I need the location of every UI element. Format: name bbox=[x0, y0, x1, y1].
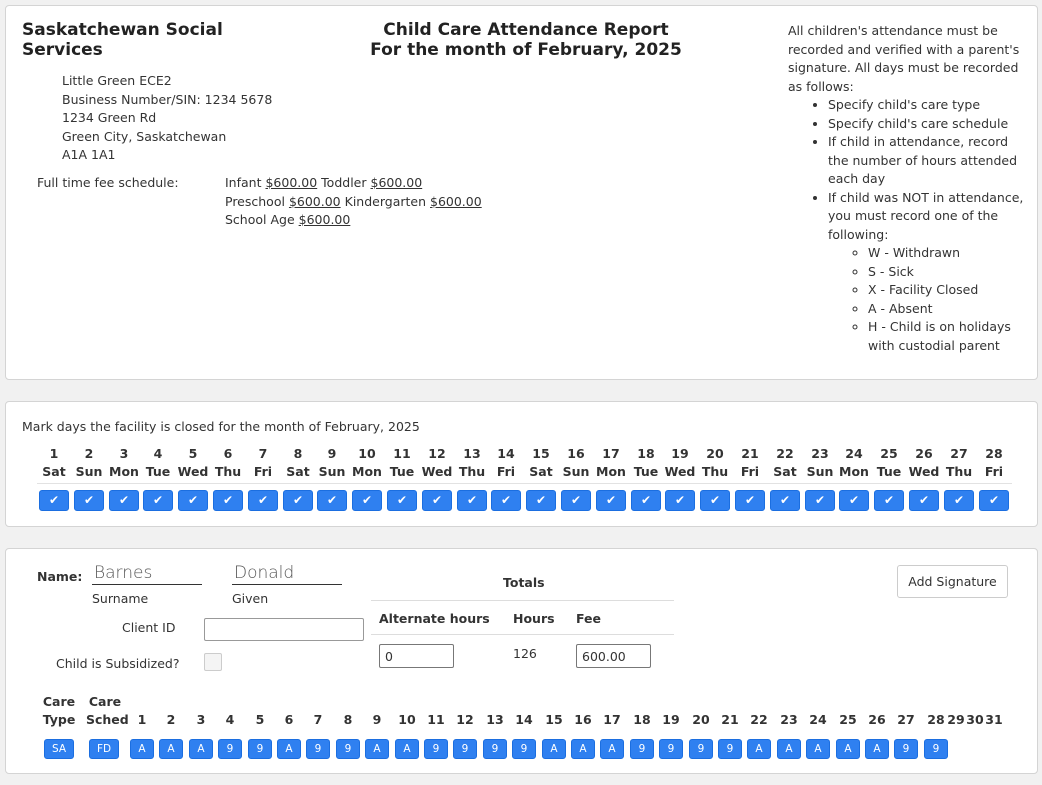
attendance-day-button[interactable]: 9 bbox=[659, 739, 683, 759]
day-number: 18 bbox=[637, 446, 655, 461]
closed-day-toggle-button[interactable] bbox=[213, 490, 243, 511]
closed-day-header bbox=[872, 445, 906, 481]
day-name: Wed bbox=[664, 464, 696, 479]
checkmark-icon: ✔ bbox=[396, 493, 408, 507]
attendance-day-number: 17 bbox=[603, 712, 621, 727]
closed-day-toggle-button[interactable] bbox=[596, 490, 626, 511]
given-name-caption: Given bbox=[232, 591, 269, 606]
attendance-day-button[interactable]: 9 bbox=[218, 739, 242, 759]
day-number: 4 bbox=[153, 446, 163, 461]
closed-day-toggle-button[interactable] bbox=[109, 490, 139, 511]
closed-days-title: Mark days the facility is closed for the month of February, 2025 bbox=[22, 419, 420, 434]
care-schedule-button[interactable]: FD bbox=[89, 739, 119, 759]
attendance-day-button[interactable]: 9 bbox=[248, 739, 272, 759]
closed-day-toggle-button[interactable] bbox=[944, 490, 974, 511]
subsidized-checkbox[interactable] bbox=[204, 653, 222, 671]
attendance-day-button[interactable]: 9 bbox=[453, 739, 477, 759]
street-address: 1234 Green Rd bbox=[62, 110, 157, 125]
instruction-item: • Specify child's care type bbox=[828, 96, 1028, 115]
day-name: Mon bbox=[596, 464, 626, 479]
day-name: Tue bbox=[389, 464, 415, 479]
closed-day-toggle-button[interactable] bbox=[631, 490, 661, 511]
attendance-day-number: 29 bbox=[947, 712, 965, 727]
closed-day-toggle-button[interactable] bbox=[491, 490, 521, 511]
absence-code: ◦ H - Child is on holidays with custodial parent bbox=[868, 318, 1028, 355]
day-number: 27 bbox=[950, 446, 968, 461]
closed-day-toggle-button[interactable] bbox=[909, 490, 939, 511]
checkmark-icon: ✔ bbox=[779, 493, 791, 507]
day-number: 3 bbox=[119, 446, 129, 461]
day-name: Thu bbox=[701, 464, 729, 479]
closed-day-header bbox=[977, 445, 1011, 481]
absence-code: ◦ A - Absent bbox=[868, 300, 1028, 319]
attendance-day-number: 7 bbox=[313, 712, 323, 727]
attendance-day-button[interactable]: A bbox=[189, 739, 213, 759]
attendance-day-button[interactable]: 9 bbox=[306, 739, 330, 759]
attendance-day-button[interactable]: 9 bbox=[336, 739, 360, 759]
name-label: Name: bbox=[37, 569, 83, 584]
checkmark-icon: ✔ bbox=[709, 493, 721, 507]
day-name: Wed bbox=[177, 464, 209, 479]
attendance-instructions bbox=[788, 22, 1028, 355]
infant-fee: $600.00 bbox=[265, 175, 318, 190]
day-name: Sun bbox=[562, 464, 590, 479]
client-id-label: Client ID bbox=[122, 620, 176, 635]
day-name: Sun bbox=[318, 464, 346, 479]
day-number: 22 bbox=[776, 446, 794, 461]
kindergarten-fee: $600.00 bbox=[430, 193, 482, 209]
day-number: 13 bbox=[463, 446, 481, 461]
attendance-day-number: 23 bbox=[780, 712, 798, 727]
checkmark-icon: ✔ bbox=[570, 493, 582, 507]
attendance-day-number: 11 bbox=[427, 712, 445, 727]
checkmark-icon: ✔ bbox=[744, 493, 756, 507]
business-number: Business Number/SIN: 1234 5678 bbox=[62, 91, 273, 107]
checkmark-icon: ✔ bbox=[257, 493, 269, 507]
closed-day-toggle-button[interactable] bbox=[735, 490, 765, 511]
day-number: 9 bbox=[327, 446, 337, 461]
instruction-item: • If child in attendance, record the number of hours attended each day bbox=[828, 133, 1028, 189]
day-name: Thu bbox=[945, 464, 973, 479]
attendance-day-button[interactable]: A bbox=[159, 739, 183, 759]
day-name: Mon bbox=[839, 464, 869, 479]
facility-closed-panel bbox=[5, 401, 1038, 527]
day-number: 21 bbox=[741, 446, 759, 461]
absence-codes-list bbox=[828, 244, 1028, 355]
divider bbox=[371, 600, 674, 601]
closed-day-header bbox=[385, 445, 419, 481]
day-name: Sat bbox=[529, 464, 553, 479]
day-number: 10 bbox=[358, 446, 376, 461]
attendance-day-button[interactable]: A bbox=[365, 739, 389, 759]
day-name: Wed bbox=[908, 464, 940, 479]
checkmark-icon: ✔ bbox=[361, 493, 373, 507]
closed-day-header bbox=[768, 445, 802, 481]
surname-caption: Surname bbox=[92, 591, 149, 606]
attendance-day-button[interactable]: A bbox=[277, 739, 301, 759]
facility-address bbox=[62, 72, 272, 165]
attendance-day-button[interactable]: A bbox=[836, 739, 860, 759]
instruction-item: • If child was NOT in attendance, you must record one of the following: ◦ W - Withdrawn ◦ S - Sick ◦ X - Facility Closed ◦ A - Absent ◦ H - Child is on holidays with custodial parent bbox=[828, 189, 1028, 356]
attendance-day-button[interactable]: 9 bbox=[483, 739, 507, 759]
attendance-day-number: 24 bbox=[809, 712, 827, 727]
attendance-day-button[interactable]: A bbox=[542, 739, 566, 759]
attendance-day-number: 9 bbox=[372, 712, 382, 727]
closed-day-toggle-button[interactable] bbox=[839, 490, 869, 511]
absence-code: ◦ S - Sick bbox=[868, 263, 1028, 282]
closed-day-toggle-button[interactable] bbox=[74, 490, 104, 511]
checkmark-icon: ✔ bbox=[814, 493, 826, 507]
hours-header: Hours bbox=[513, 611, 555, 626]
closed-day-header bbox=[733, 445, 767, 481]
preschool-fee: $600.00 bbox=[288, 193, 341, 209]
surname-value: Barnes bbox=[92, 562, 202, 585]
child-record-panel bbox=[5, 548, 1038, 774]
closed-day-toggle-button[interactable] bbox=[39, 490, 69, 511]
report-header-panel bbox=[5, 5, 1038, 380]
organization-title: Saskatchewan Social Services bbox=[22, 20, 223, 60]
day-number: 28 bbox=[985, 446, 1003, 461]
checkmark-icon: ✔ bbox=[535, 493, 547, 507]
given-name-value: Donald bbox=[232, 562, 342, 585]
divider bbox=[371, 634, 674, 635]
attendance-day-number: 10 bbox=[398, 712, 416, 727]
attendance-day-number: 2 bbox=[166, 712, 176, 727]
attendance-day-button[interactable]: A bbox=[865, 739, 889, 759]
day-number: 16 bbox=[567, 446, 585, 461]
instructions-list bbox=[788, 96, 1028, 355]
attendance-day-button[interactable]: A bbox=[130, 739, 154, 759]
closed-day-toggle-button[interactable] bbox=[561, 490, 591, 511]
day-number: 1 bbox=[49, 446, 59, 461]
day-name: Thu bbox=[214, 464, 242, 479]
attendance-day-number: 3 bbox=[196, 712, 206, 727]
checkmark-icon: ✔ bbox=[187, 493, 199, 507]
day-number: 20 bbox=[706, 446, 724, 461]
closed-day-toggle-button[interactable] bbox=[805, 490, 835, 511]
attendance-day-number: 4 bbox=[225, 712, 235, 727]
day-number: 26 bbox=[915, 446, 933, 461]
attendance-day-number: 14 bbox=[515, 712, 533, 727]
subsidized-label: Child is Subsidized? bbox=[56, 656, 180, 671]
totals-title: Totals bbox=[503, 575, 545, 590]
day-name: Fri bbox=[496, 464, 516, 479]
closed-day-header bbox=[350, 445, 384, 481]
attendance-day-button[interactable]: 9 bbox=[894, 739, 918, 759]
day-name: Fri bbox=[740, 464, 760, 479]
checkmark-icon: ✔ bbox=[326, 493, 338, 507]
fee-input[interactable] bbox=[576, 644, 651, 668]
closed-day-toggle-button[interactable] bbox=[387, 490, 417, 511]
closed-day-header bbox=[803, 445, 837, 481]
add-signature-button[interactable]: Add Signature bbox=[897, 565, 1008, 598]
attendance-day-number: 12 bbox=[456, 712, 474, 727]
attendance-day-number: 22 bbox=[750, 712, 768, 727]
divider bbox=[37, 483, 1012, 484]
day-number: 23 bbox=[811, 446, 829, 461]
day-name: Sun bbox=[75, 464, 103, 479]
day-number: 6 bbox=[223, 446, 233, 461]
closed-day-header bbox=[37, 445, 71, 481]
alternate-hours-input[interactable] bbox=[379, 644, 454, 668]
closed-day-toggle-button[interactable] bbox=[874, 490, 904, 511]
absence-code: ◦ W - Withdrawn bbox=[868, 244, 1028, 263]
absence-code: ◦ X - Facility Closed bbox=[868, 281, 1028, 300]
attendance-day-number: 6 bbox=[284, 712, 294, 727]
closed-day-header bbox=[211, 445, 245, 481]
day-name: Tue bbox=[145, 464, 171, 479]
attendance-day-number: 18 bbox=[633, 712, 651, 727]
checkmark-icon: ✔ bbox=[118, 493, 130, 507]
attendance-day-button[interactable]: 9 bbox=[424, 739, 448, 759]
checkmark-icon: ✔ bbox=[431, 493, 443, 507]
total-hours-value: 126 bbox=[513, 646, 537, 661]
closed-day-header bbox=[420, 445, 454, 481]
toddler-fee: $600.00 bbox=[370, 175, 423, 190]
attendance-day-button[interactable]: A bbox=[600, 739, 624, 759]
fee-schedule-label: Full time fee schedule: bbox=[37, 175, 179, 190]
instruction-item: • Specify child's care schedule bbox=[828, 115, 1028, 134]
closed-day-header bbox=[246, 445, 280, 481]
school-age-fee: $600.00 bbox=[298, 212, 351, 227]
day-number: 24 bbox=[845, 446, 863, 461]
attendance-day-button[interactable]: 9 bbox=[512, 739, 536, 759]
day-name: Sat bbox=[42, 464, 66, 479]
checkmark-icon: ✔ bbox=[292, 493, 304, 507]
checkmark-icon: ✔ bbox=[640, 493, 652, 507]
day-number: 12 bbox=[428, 446, 446, 461]
alternate-hours-header: Alternate hours bbox=[379, 611, 490, 626]
client-id-input[interactable] bbox=[204, 618, 364, 641]
closed-day-header bbox=[489, 445, 523, 481]
closed-day-toggle-button[interactable] bbox=[700, 490, 730, 511]
checkmark-icon: ✔ bbox=[466, 493, 478, 507]
report-title: Child Care Attendance Report For the month of February, 2025 bbox=[370, 20, 682, 60]
day-number: 2 bbox=[84, 446, 94, 461]
care-type-header: Care Type bbox=[42, 694, 76, 727]
day-name: Fri bbox=[984, 464, 1004, 479]
checkmark-icon: ✔ bbox=[500, 493, 512, 507]
closed-day-header bbox=[281, 445, 315, 481]
checkmark-icon: ✔ bbox=[605, 493, 617, 507]
closed-day-toggle-button[interactable] bbox=[422, 490, 452, 511]
closed-day-toggle-button[interactable] bbox=[770, 490, 800, 511]
attendance-day-number: 20 bbox=[692, 712, 710, 727]
closed-day-toggle-button[interactable] bbox=[979, 490, 1009, 511]
closed-day-toggle-button[interactable] bbox=[665, 490, 695, 511]
city-province: Green City, Saskatchewan bbox=[62, 128, 227, 144]
checkmark-icon: ✔ bbox=[152, 493, 164, 507]
closed-day-toggle-button[interactable] bbox=[526, 490, 556, 511]
closed-day-header bbox=[698, 445, 732, 481]
attendance-day-number: 27 bbox=[897, 712, 915, 727]
attendance-day-button[interactable]: 9 bbox=[924, 739, 948, 759]
postal-code: A1A 1A1 bbox=[62, 147, 116, 162]
day-name: Tue bbox=[633, 464, 659, 479]
closed-day-header bbox=[455, 445, 489, 481]
attendance-day-number: 15 bbox=[545, 712, 563, 727]
closed-day-header bbox=[837, 445, 871, 481]
checkmark-icon: ✔ bbox=[674, 493, 686, 507]
closed-day-header bbox=[176, 445, 210, 481]
checkmark-icon: ✔ bbox=[953, 493, 965, 507]
closed-day-toggle-button[interactable] bbox=[178, 490, 208, 511]
day-name: Sat bbox=[773, 464, 797, 479]
fee-schedule: Infant $600.00 Toddler $600.00 Preschool $600.00 Kindergarten $600.00 School Age $600.00 bbox=[225, 175, 482, 227]
day-number: 7 bbox=[258, 446, 268, 461]
closed-day-header bbox=[594, 445, 628, 481]
attendance-day-button[interactable]: A bbox=[571, 739, 595, 759]
care-type-button[interactable]: SA bbox=[44, 739, 74, 759]
closed-day-toggle-button[interactable] bbox=[283, 490, 313, 511]
attendance-day-number: 25 bbox=[839, 712, 857, 727]
closed-day-toggle-button[interactable] bbox=[457, 490, 487, 511]
attendance-day-number: 1 bbox=[137, 712, 147, 727]
day-number: 25 bbox=[880, 446, 898, 461]
checkmark-icon: ✔ bbox=[848, 493, 860, 507]
attendance-day-button[interactable]: 9 bbox=[689, 739, 713, 759]
closed-day-toggle-button[interactable] bbox=[317, 490, 347, 511]
closed-day-toggle-button[interactable] bbox=[248, 490, 278, 511]
attendance-day-button[interactable]: A bbox=[806, 739, 830, 759]
closed-day-header bbox=[629, 445, 663, 481]
attendance-day-number: 31 bbox=[985, 712, 1003, 727]
attendance-day-number: 28 bbox=[927, 712, 945, 727]
attendance-day-button[interactable]: A bbox=[395, 739, 419, 759]
attendance-day-button[interactable]: A bbox=[777, 739, 801, 759]
attendance-day-number: 21 bbox=[721, 712, 739, 727]
day-name: Mon bbox=[352, 464, 382, 479]
attendance-day-number: 13 bbox=[486, 712, 504, 727]
checkmark-icon: ✔ bbox=[883, 493, 895, 507]
day-number: 15 bbox=[532, 446, 550, 461]
attendance-day-button[interactable]: A bbox=[747, 739, 771, 759]
attendance-day-number: 19 bbox=[662, 712, 680, 727]
instructions-intro: All children's attendance must be recorded and verified with a parent's signature. All days must be recorded as follows: bbox=[788, 23, 1020, 94]
checkmark-icon: ✔ bbox=[222, 493, 234, 507]
facility-name: Little Green ECE2 bbox=[62, 73, 172, 88]
day-number: 11 bbox=[393, 446, 411, 461]
day-name: Tue bbox=[876, 464, 902, 479]
attendance-day-number: 30 bbox=[966, 712, 984, 727]
checkmark-icon: ✔ bbox=[83, 493, 95, 507]
attendance-day-button[interactable]: 9 bbox=[630, 739, 654, 759]
day-number: 14 bbox=[497, 446, 515, 461]
closed-day-header bbox=[942, 445, 976, 481]
day-name: Mon bbox=[109, 464, 139, 479]
attendance-day-number: 26 bbox=[868, 712, 886, 727]
closed-day-header bbox=[315, 445, 349, 481]
fee-header: Fee bbox=[576, 611, 601, 626]
closed-day-header bbox=[141, 445, 175, 481]
checkmark-icon: ✔ bbox=[988, 493, 1000, 507]
checkmark-icon: ✔ bbox=[48, 493, 60, 507]
closed-day-toggle-button[interactable] bbox=[352, 490, 382, 511]
attendance-day-number: 5 bbox=[255, 712, 265, 727]
day-name: Sat bbox=[286, 464, 310, 479]
day-number: 8 bbox=[293, 446, 303, 461]
day-number: 17 bbox=[602, 446, 620, 461]
closed-day-header bbox=[72, 445, 106, 481]
day-number: 19 bbox=[671, 446, 689, 461]
checkmark-icon: ✔ bbox=[918, 493, 930, 507]
closed-day-toggle-button[interactable] bbox=[143, 490, 173, 511]
attendance-day-number: 16 bbox=[574, 712, 592, 727]
closed-day-header bbox=[524, 445, 558, 481]
closed-day-header bbox=[559, 445, 593, 481]
day-name: Sun bbox=[806, 464, 834, 479]
closed-day-header bbox=[663, 445, 697, 481]
closed-day-header bbox=[907, 445, 941, 481]
day-name: Thu bbox=[458, 464, 486, 479]
care-schedule-header: Care Sched bbox=[86, 694, 129, 727]
attendance-day-button[interactable]: 9 bbox=[718, 739, 742, 759]
attendance-day-number: 8 bbox=[343, 712, 353, 727]
day-name: Wed bbox=[421, 464, 453, 479]
day-name: Fri bbox=[253, 464, 273, 479]
closed-day-header bbox=[107, 445, 141, 481]
day-number: 5 bbox=[188, 446, 198, 461]
